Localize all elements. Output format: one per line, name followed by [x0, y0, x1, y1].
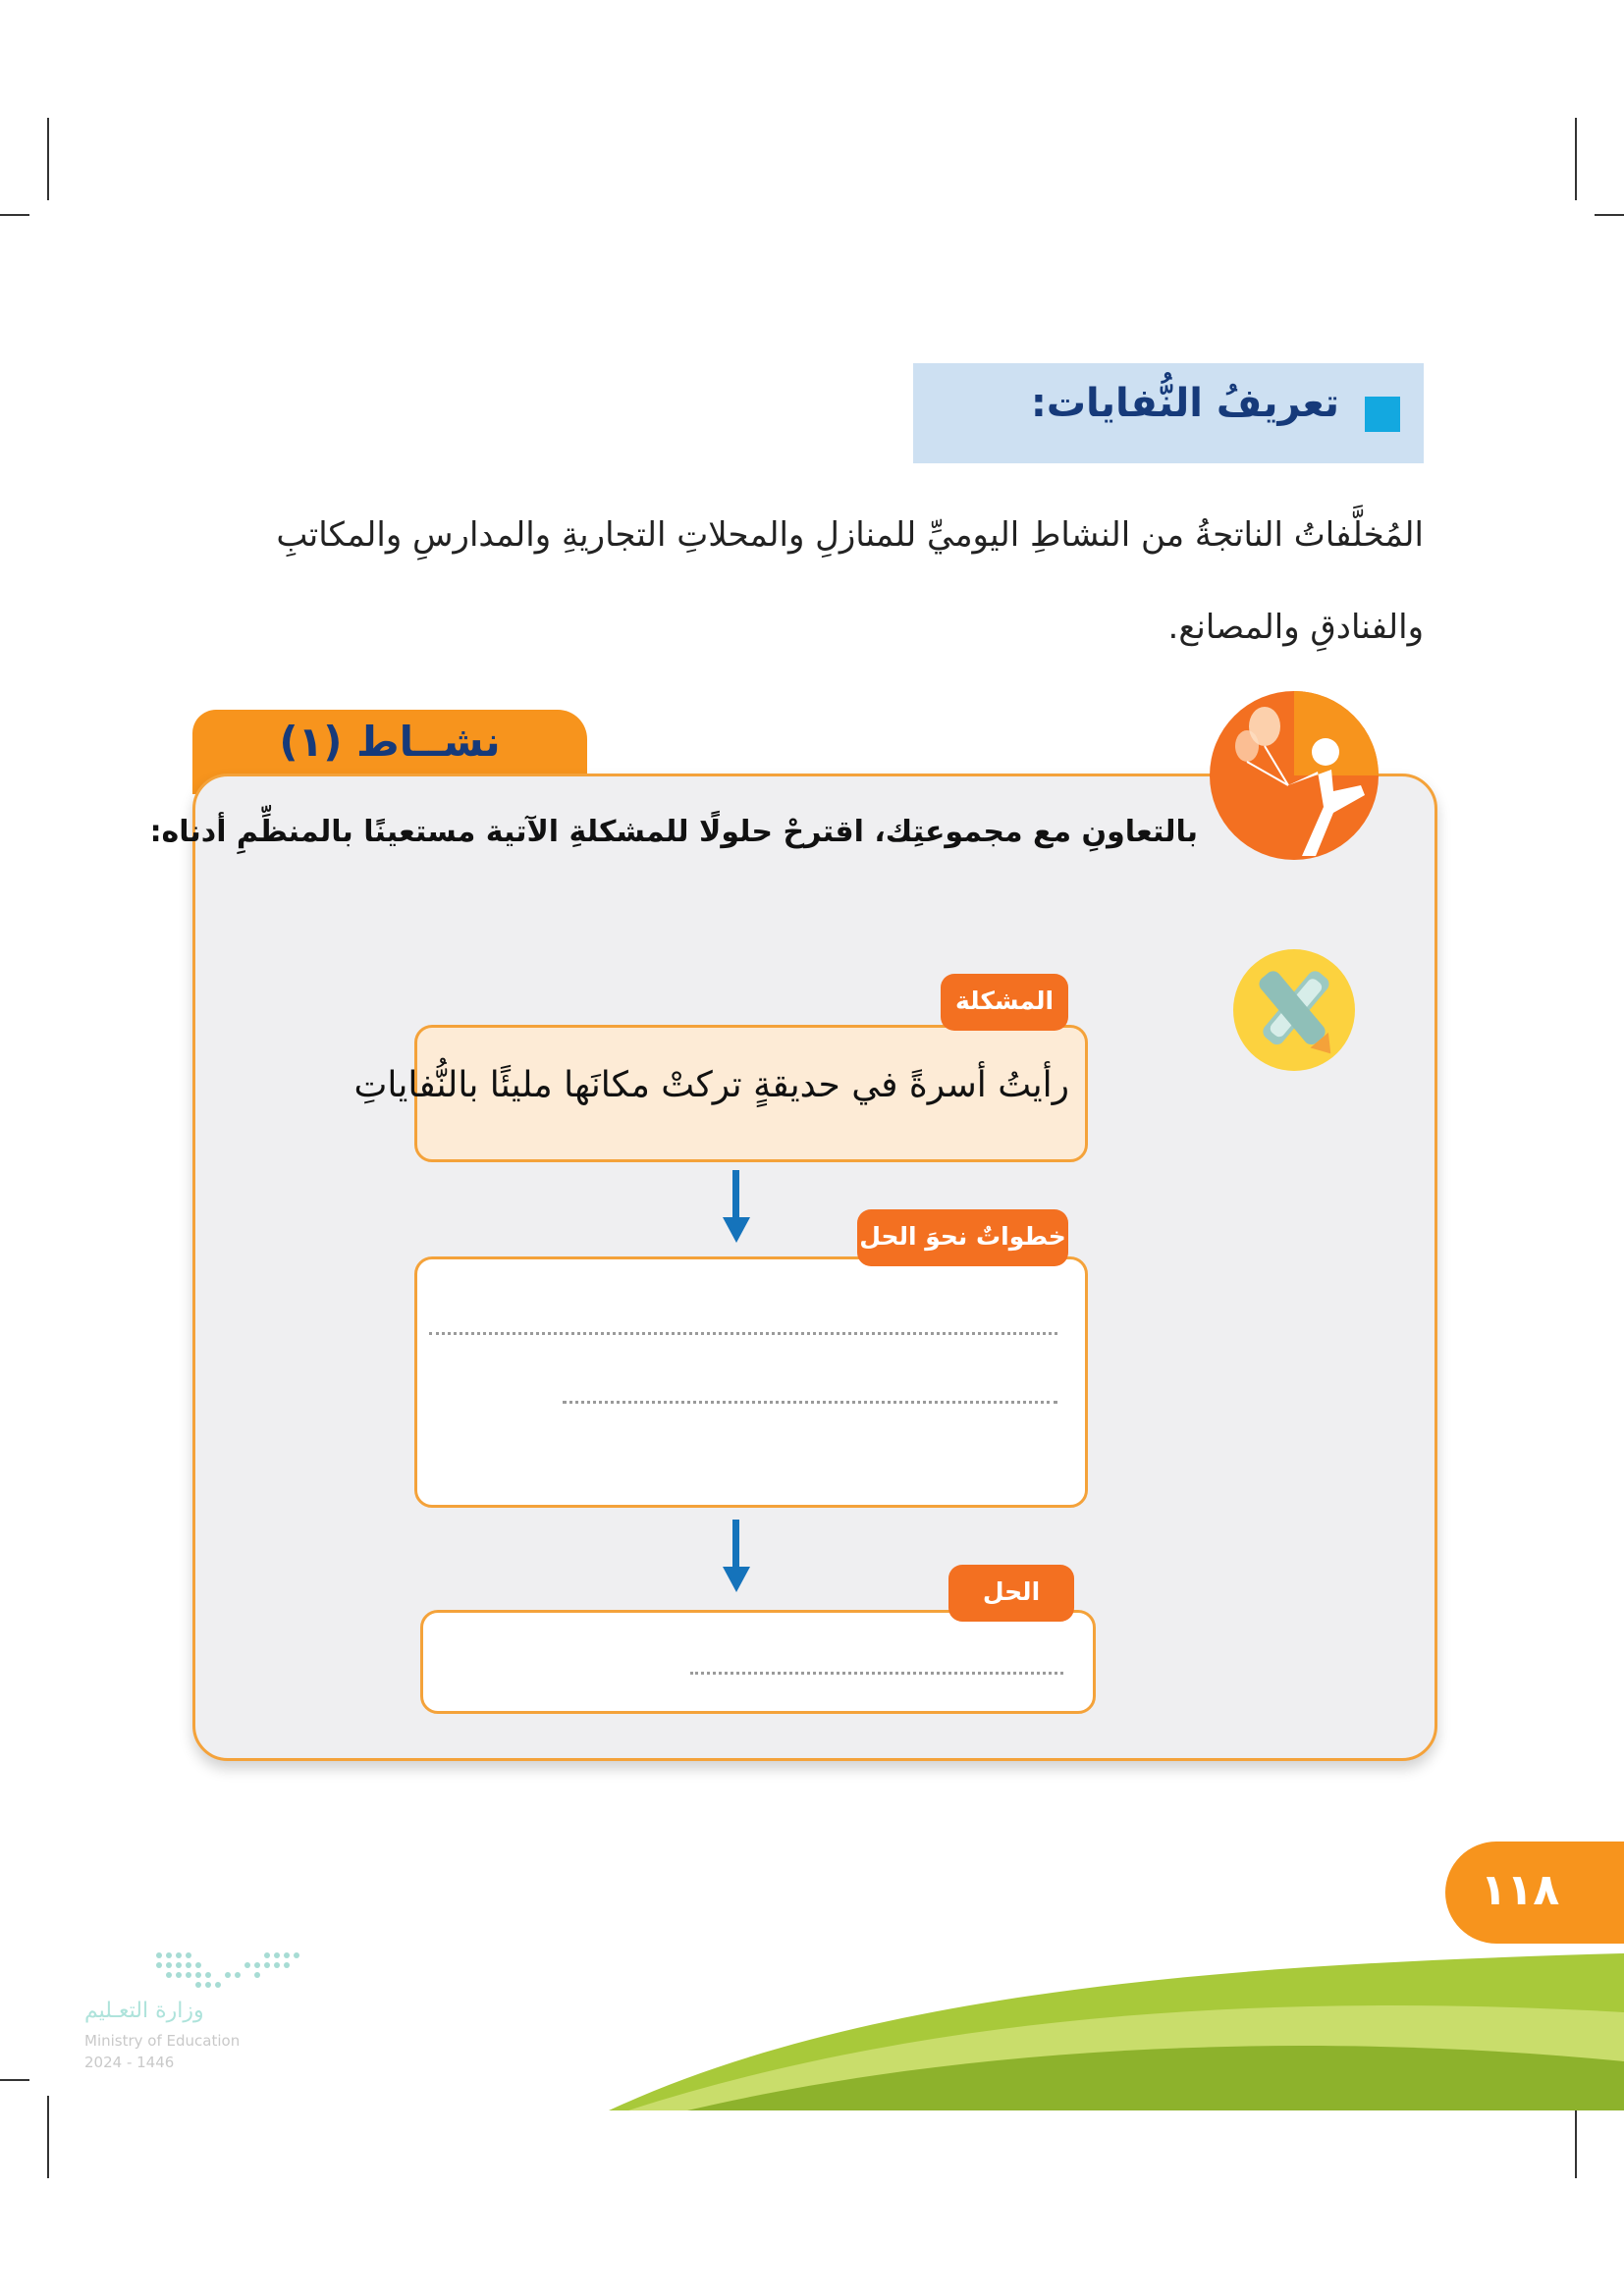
decorative-hills — [0, 1953, 1624, 2120]
definition-paragraph: المُخلَّفاتُ الناتجةُ من النشاطِ اليوميِّ للمنازلِ والمحلاتِ التجاريةِ والمدارسِ والمكاتبِ والفنادقِ والمصانع. — [276, 515, 1424, 647]
down-arrow-icon — [732, 1520, 739, 1569]
down-arrow-icon — [732, 1170, 739, 1219]
crop-mark — [47, 118, 49, 200]
answer-line[interactable] — [563, 1401, 1057, 1404]
section-heading — [913, 363, 1424, 463]
ministry-year: 2024 - 1446 — [84, 2054, 175, 2071]
steps-box[interactable] — [414, 1256, 1088, 1508]
square-bullet-icon — [1365, 397, 1400, 432]
page-number-tab — [1445, 1842, 1624, 1944]
solution-label: الحل — [948, 1565, 1074, 1622]
answer-line[interactable] — [429, 1332, 1057, 1335]
problem-box — [353, 1025, 1088, 1162]
arrow-head — [723, 1567, 750, 1592]
ministry-name-ar: وزارة التعـليم — [84, 1999, 204, 2023]
problem-label: المشكلة — [941, 974, 1068, 1031]
answer-line[interactable] — [690, 1672, 1063, 1675]
section-title: تعريفُ النُّفايات: — [1030, 381, 1339, 426]
problem-text: رأيتُ أسرةً في حديقةٍ تركتْ مكانَها مليئًا بالنُّفاياتِ — [353, 1065, 1069, 1105]
crop-mark — [1595, 214, 1624, 216]
balloon-child-icon — [1208, 689, 1380, 862]
page-number: ١١٨ — [1480, 1865, 1560, 1915]
crop-mark — [1575, 118, 1577, 200]
crop-mark — [0, 214, 29, 216]
steps-label: خطواتٌ نحوَ الحل — [857, 1209, 1068, 1266]
pencil-brush-icon — [1231, 947, 1357, 1073]
ministry-name-en: Ministry of Education — [84, 2032, 241, 2050]
activity-instruction: بالتعاونِ مع مجموعتِك، اقترحْ حلولًا للمشكلةِ الآتية مستعينًا بالمنظِّمِ أدناه: — [149, 815, 1198, 849]
activity-title: نشــاط (١) — [279, 718, 501, 766]
solution-box[interactable] — [420, 1610, 1096, 1714]
arrow-head — [723, 1217, 750, 1243]
